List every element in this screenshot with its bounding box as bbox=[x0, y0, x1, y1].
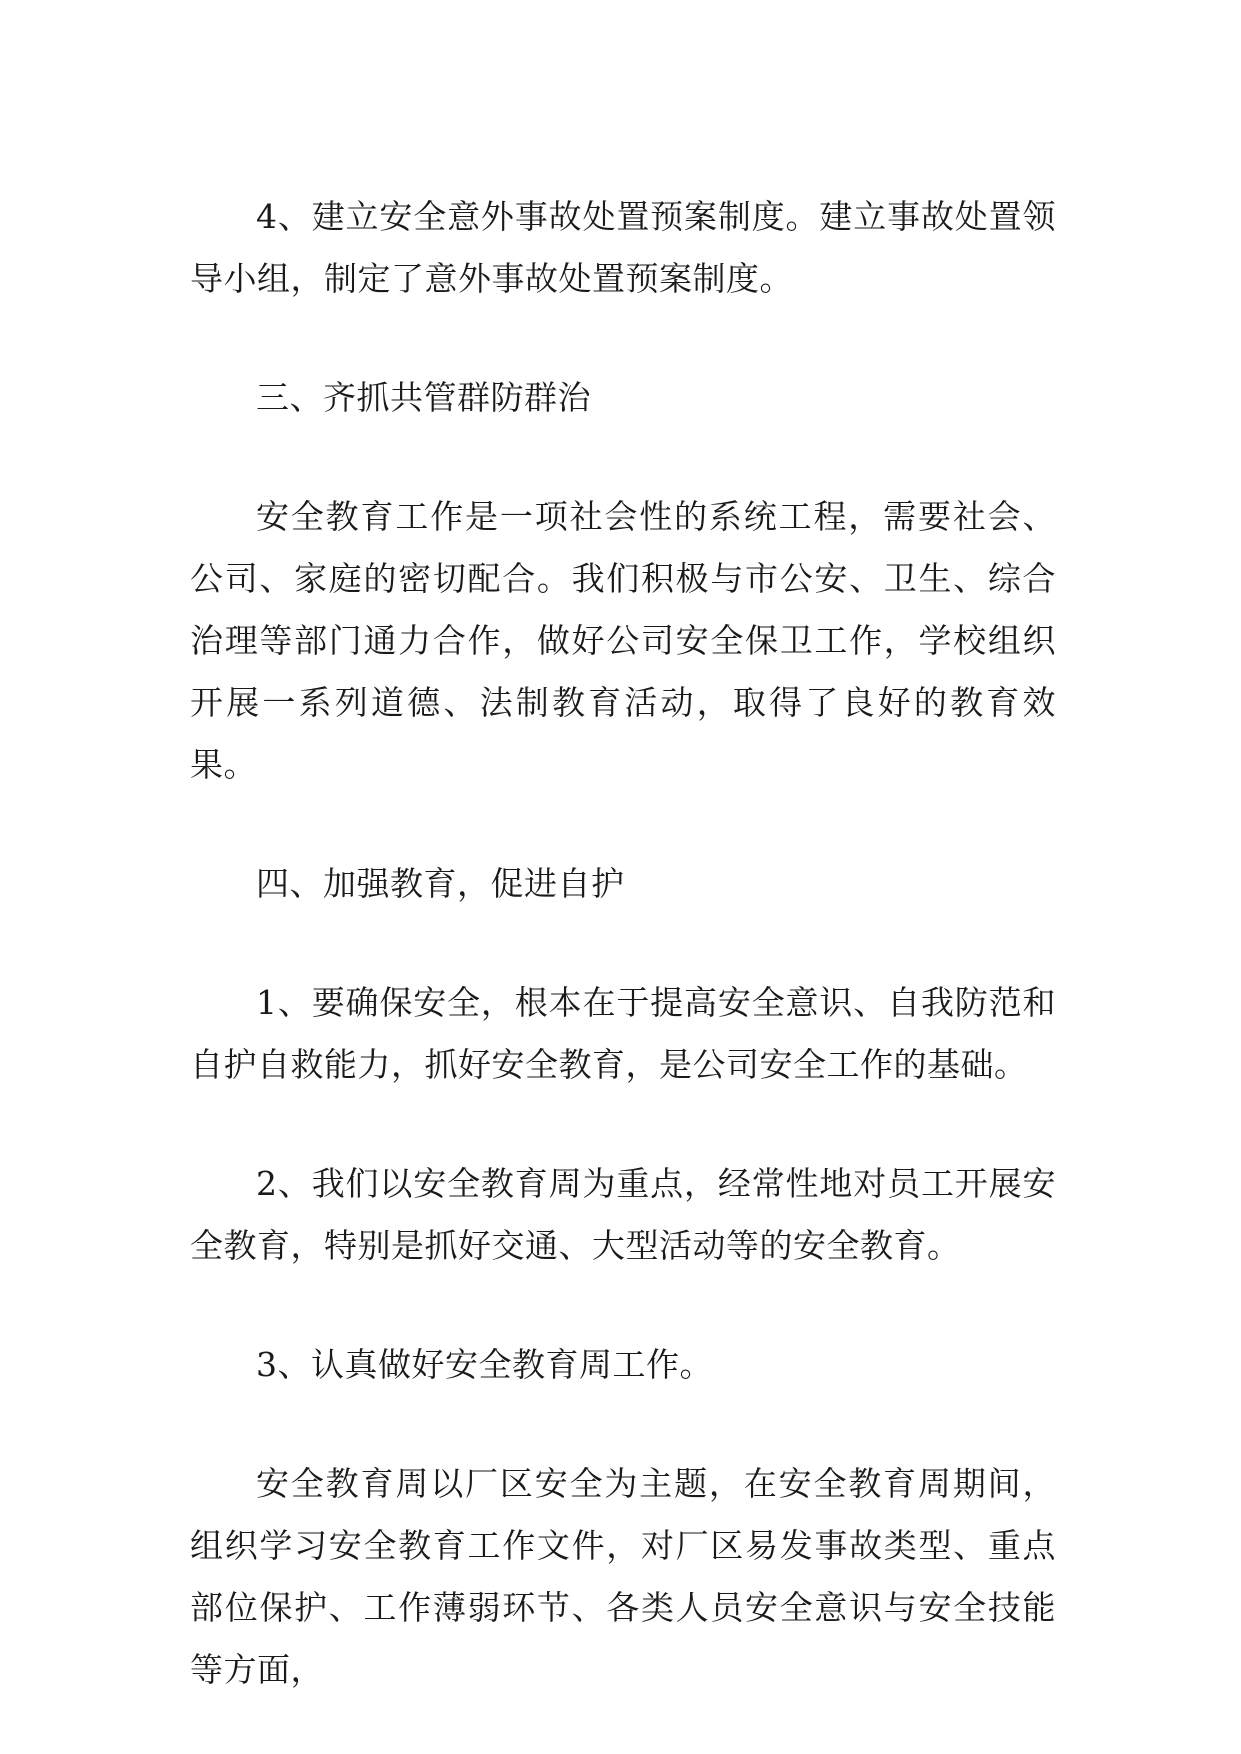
paragraph-accident-plan: 4、建立安全意外事故处置预案制度。建立事故处置领导小组，制定了意外事故处置预案制度。 bbox=[190, 197, 1056, 298]
paragraph-ensure-safety: 1、要确保安全，根本在于提高安全意识、自我防范和自护自救能力，抓好安全教育，是公司安全工作的基础。 bbox=[190, 983, 1056, 1084]
paragraph-safety-education-cooperation: 安全教育工作是一项社会性的系统工程，需要社会、公司、家庭的密切配合。我们积极与市公安、卫生、综合治理等部门通力合作，做好公司安全保卫工作，学校组织开展一系列道德、法制教育活动，取得了良好的教育效果。 bbox=[190, 497, 1056, 784]
section-heading-joint-management: 三、齐抓共管群防群治 bbox=[256, 378, 591, 417]
paragraph-safety-week-work: 3、认真做好安全教育周工作。 bbox=[256, 1345, 713, 1384]
section-heading-strengthen-education: 四、加强教育，促进自护 bbox=[256, 864, 625, 903]
document-body bbox=[190, 186, 1056, 1701]
paragraph-safety-week-focus: 2、我们以安全教育周为重点，经常性地对员工开展安全教育，特别是抓好交通、大型活动等的安全教育。 bbox=[190, 1164, 1056, 1265]
paragraph-safety-week-theme: 安全教育周以厂区安全为主题，在安全教育周期间，组织学习安全教育工作文件，对厂区易发事故类型、重点部位保护、工作薄弱环节、各类人员安全意识与安全技能等方面， bbox=[190, 1464, 1056, 1689]
